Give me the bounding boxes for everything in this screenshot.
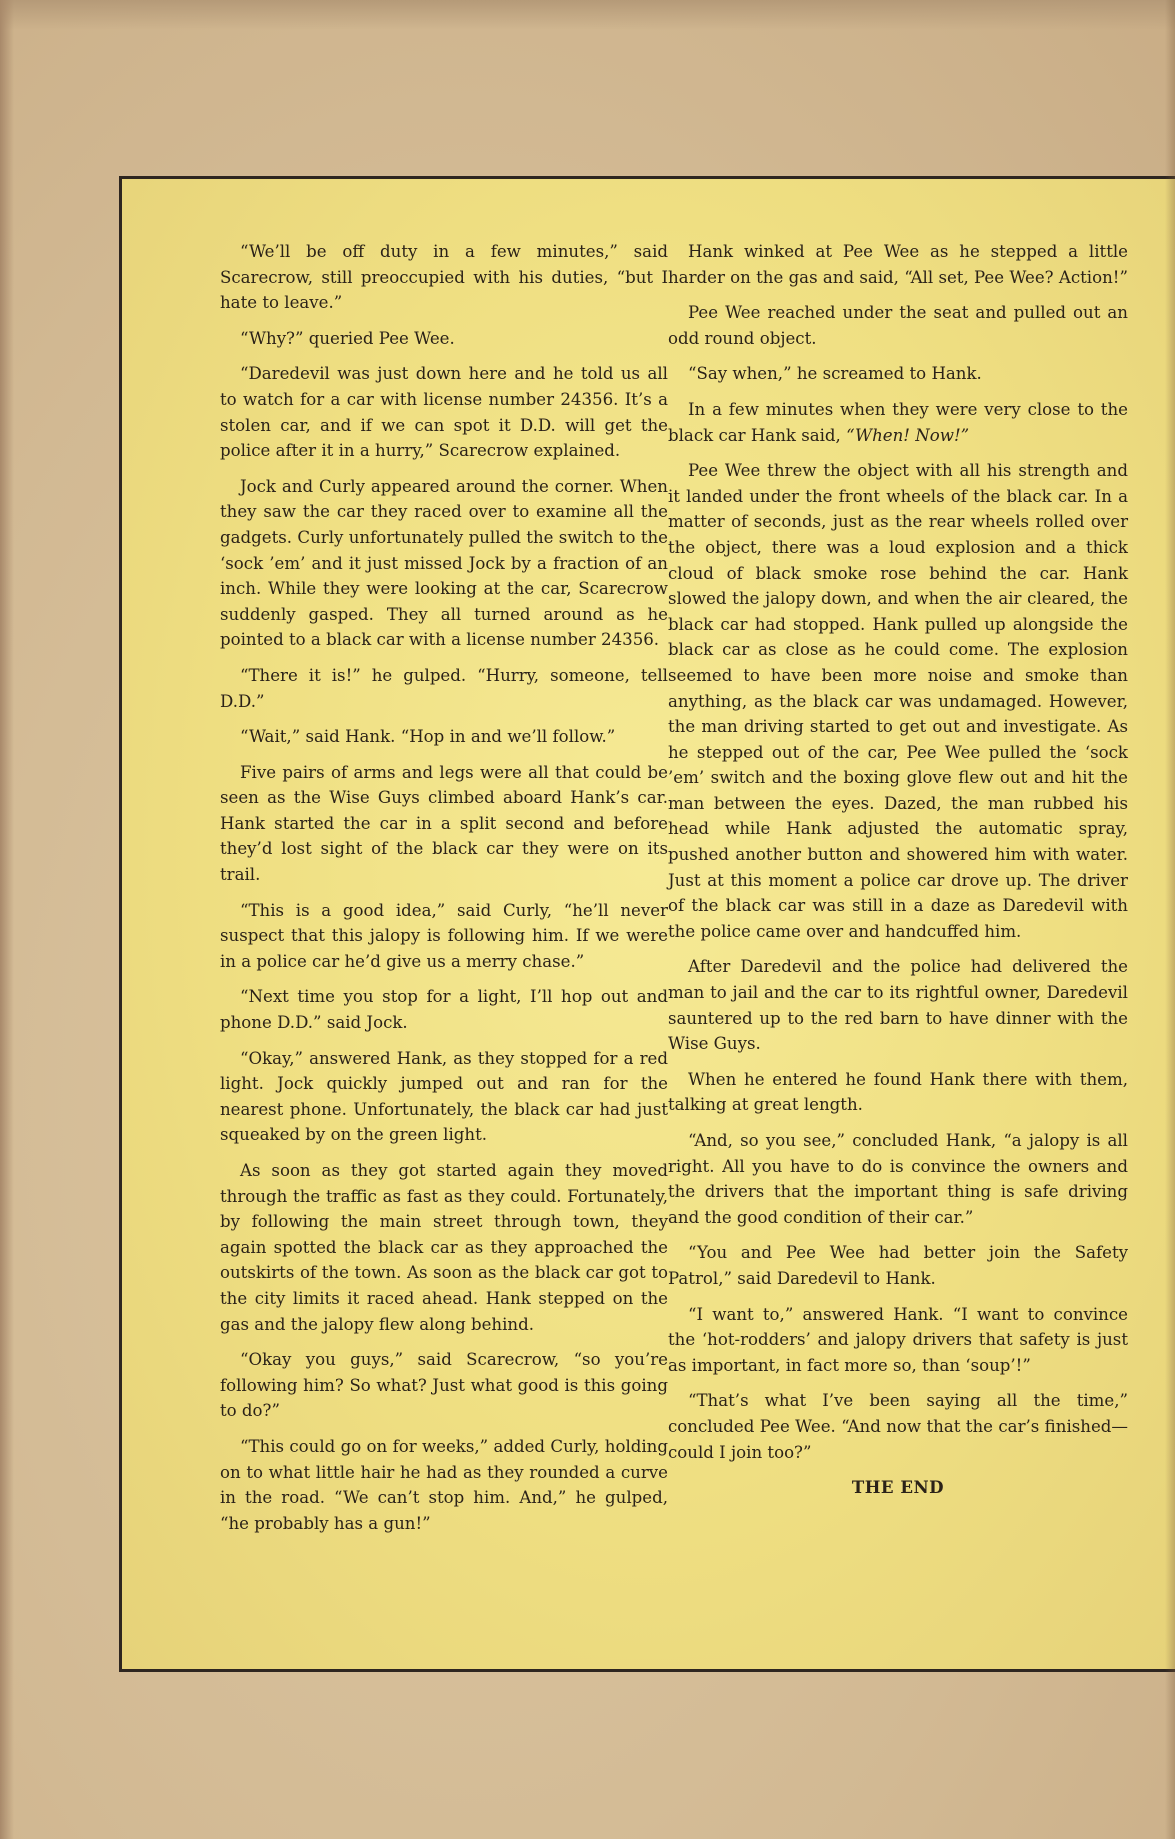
the-end-label: THE END [851,1477,945,1498]
paragraph: “Wait,” said Hank. “Hop in and we’ll follow.” [240,727,616,747]
paragraph: Five pairs of arms and legs were all that could be seen as the Wise Guys climbed aboard Hank’s car. Hank started the car in a split second and before they’d lost sight of the black car they were on its trail. [220,762,668,885]
paragraph: Pee Wee threw the object with all his strength and it landed under the front wheels of the black car. In a matter of seconds, just as the rear wheels rolled over the object, there was a loud explosion and a thick cloud of black smoke rose behind the car. Hank slowed the jalopy down, and when the air cleared, the black car had stopped. Hank pulled up alongside the black car as close as he could come. The explosion seemed to have been more noise and smoke than anything, as the black car was undamaged. However, the man driving started to get out and investigate. As he stepped out of the car, Pee Wee pulled the ‘sock ’em’ switch and the boxing glove flew out and hit the man between the eyes. Dazed, the man rubbed his head while Hank adjusted the automatic spray, pushed another button and showered him with water. Just at this moment a police car drove up. The driver of the black car was still in a daze as Daredevil with the police came over and handcuffed him. [668,461,1128,941]
paragraph: “And, so you see,” concluded Hank, “a jalopy is all right. All you have to do is convince the owners and the drivers that the important thing is safe driving and the good condition of their car.” [668,1131,1128,1227]
paragraph: “Next time you stop for a light, I’ll hop out and phone D.D.” said Jock. [220,987,668,1033]
page-top-edge [0,0,1175,30]
paragraph: “That’s what I’ve been saying all the time,” concluded Pee Wee. “And now that the car’s finished—could I join too?” [668,1391,1128,1462]
paragraph: “There it is!” he gulped. “Hurry, someone, tell D.D.” [220,665,668,711]
paragraph: “This is a good idea,” said Curly, “he’ll never suspect that this jalopy is following him. If we were in a police car he’d give us a merry chase.” [220,900,668,971]
right-text-column [668,239,1128,1511]
paragraph: When he entered he found Hank there with them, talking at great length. [668,1069,1128,1115]
paragraph: Jock and Curly appeared around the corner. When they saw the car they raced over to examine all the gadgets. Curly unfortunately pulled the switch to the ‘sock ’em’ and it just missed Jock by a fraction of an inch. While they were looking at the car, Scarecrow suddenly gasped. They all turned around as he pointed to a black car with a license number 24356. [220,476,668,650]
paragraph: After Daredevil and the police had delivered the man to jail and the car to its rightful owner, Daredevil sauntered up to the red barn to have dinner with the Wise Guys. [668,957,1128,1054]
paragraph: “Daredevil was just down here and he told us all to watch for a car with license number 24356. It’s a stolen car, and if we can spot it D.D. will get the police after it in a hurry,” Scarecrow explained. [220,364,668,461]
paragraph [668,397,1128,448]
paragraph: “I want to,” answered Hank. “I want to convince the ‘hot-rodders’ and jalopy drivers that safety is just as important, in fact more so, than ‘soup’!” [668,1304,1128,1375]
paragraph: “Okay you guys,” said Scarecrow, “so you’re following him? So what? Just what good is this going to do?” [220,1350,668,1421]
page-right-shadow [1165,0,1175,1839]
italic-quote: “When! Now!” [846,425,970,445]
paragraph: “Say when,” he screamed to Hank. [688,364,982,384]
left-text-column [220,239,668,1546]
paragraph: “Okay,” answered Hank, as they stopped for a red light. Jock quickly jumped out and ran for the nearest phone. Unfortunately, the black car had just squeaked by on the green light. [220,1048,668,1145]
page-left-edge [0,0,14,1839]
paragraph: “You and Pee Wee had better join the Safety Patrol,” said Daredevil to Hank. [668,1243,1128,1288]
text-panel [119,176,1175,1672]
paragraph: Hank winked at Pee Wee as he stepped a little harder on the gas and said, “All set, Pee Wee? Action!” [668,242,1128,287]
paragraph: As soon as they got started again they moved through the traffic as fast as they could. Fortunately, by following the main street through town, they again spotted the black car as they approached the outskirts of the town. As soon as the black car got to the city limits it raced ahead. Hank stepped on the gas and the jalopy flew along behind. [220,1161,668,1334]
paragraph: Pee Wee reached under the seat and pulled out an odd round object. [668,303,1128,348]
paragraph-lead: In a few minutes when they were very close to the black car Hank said, [668,399,1128,445]
paragraph: “We’ll be off duty in a few minutes,” said Scarecrow, still preoccupied with his duties, “but I hate to leave.” [220,242,668,313]
paragraph: “This could go on for weeks,” added Curly, holding on to what little hair he had as they rounded a curve in the road. “We can’t stop him. And,” he gulped, “he probably has a gun!” [220,1436,668,1533]
paragraph: “Why?” queried Pee Wee. [240,328,455,348]
